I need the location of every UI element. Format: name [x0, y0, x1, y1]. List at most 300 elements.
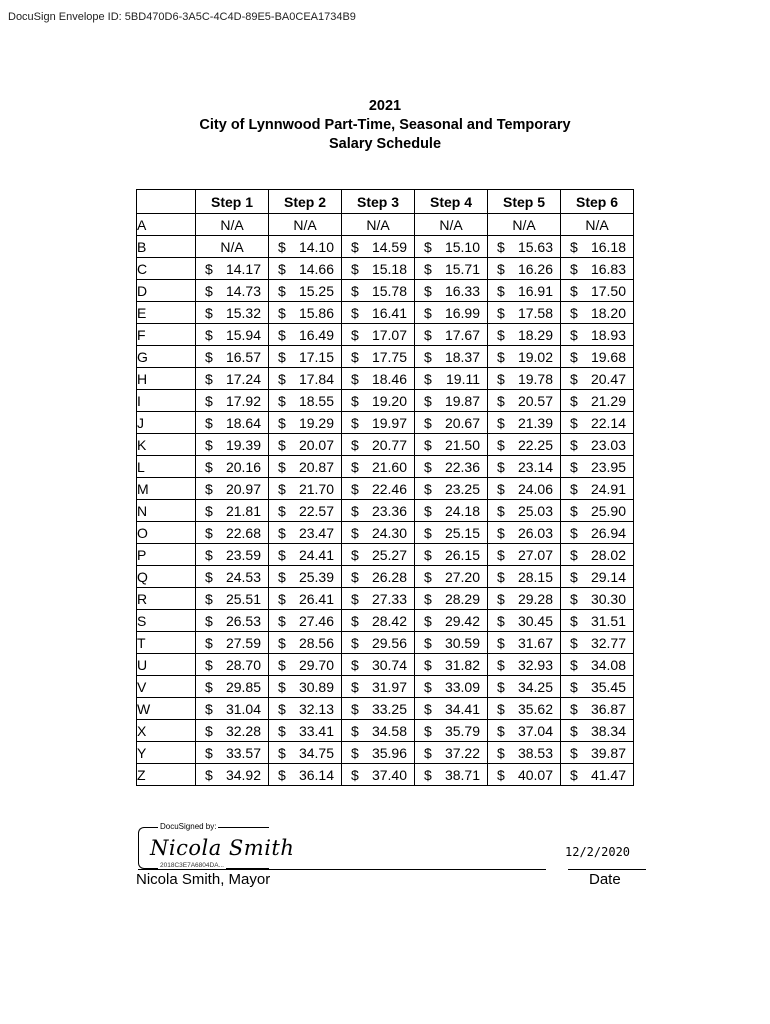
salary-cell	[269, 478, 342, 500]
salary-cell	[269, 720, 342, 742]
salary-amount: 33.41	[298, 723, 334, 739]
date-line	[568, 869, 646, 870]
salary-cell	[561, 324, 634, 346]
currency-symbol: $	[424, 525, 432, 541]
currency-symbol: $	[424, 569, 432, 585]
grade-cell: I	[137, 390, 196, 412]
salary-amount: 33.09	[444, 679, 480, 695]
table-row	[137, 566, 634, 588]
salary-cell	[342, 368, 415, 390]
currency-symbol: $	[497, 503, 505, 519]
salary-cell	[561, 676, 634, 698]
salary-cell	[561, 456, 634, 478]
currency-symbol: $	[497, 723, 505, 739]
salary-cell	[488, 390, 561, 412]
salary-cell	[415, 588, 488, 610]
grade-cell: V	[137, 676, 196, 698]
salary-cell	[561, 390, 634, 412]
salary-amount: 22.68	[225, 525, 261, 541]
currency-symbol: $	[351, 547, 359, 563]
salary-cell	[269, 764, 342, 786]
salary-amount: 19.02	[517, 349, 553, 365]
grade-cell: T	[137, 632, 196, 654]
salary-cell	[196, 434, 269, 456]
salary-amount: 15.25	[298, 283, 334, 299]
salary-amount: 36.87	[590, 701, 626, 717]
salary-cell	[196, 654, 269, 676]
currency-symbol: $	[278, 481, 286, 497]
salary-amount: 16.57	[225, 349, 261, 365]
currency-symbol: $	[424, 437, 432, 453]
salary-amount: 29.56	[371, 635, 407, 651]
heading-subtitle: Salary Schedule	[328, 136, 442, 152]
salary-cell	[196, 390, 269, 412]
salary-cell	[342, 478, 415, 500]
currency-symbol: $	[205, 327, 213, 343]
salary-cell	[488, 544, 561, 566]
salary-amount: 27.33	[371, 591, 407, 607]
salary-amount: 22.57	[298, 503, 334, 519]
currency-symbol: $	[205, 547, 213, 563]
salary-amount: 18.64	[225, 415, 261, 431]
currency-symbol: $	[570, 261, 578, 277]
table-row	[137, 412, 634, 434]
salary-amount: 41.47	[590, 767, 626, 783]
grade-cell: N	[137, 500, 196, 522]
currency-symbol: $	[424, 393, 432, 409]
salary-amount: 26.28	[371, 569, 407, 585]
currency-symbol: $	[205, 459, 213, 475]
salary-cell	[488, 676, 561, 698]
table-row	[137, 258, 634, 280]
salary-amount: 25.27	[371, 547, 407, 563]
salary-amount: 17.75	[371, 349, 407, 365]
table-row	[137, 588, 634, 610]
currency-symbol: $	[278, 283, 286, 299]
salary-amount: 40.07	[517, 767, 553, 783]
table-row	[137, 500, 634, 522]
salary-cell	[488, 764, 561, 786]
table-row	[137, 676, 634, 698]
salary-amount: 20.16	[225, 459, 261, 475]
currency-symbol: $	[351, 327, 359, 343]
currency-symbol: $	[205, 481, 213, 497]
currency-symbol: $	[205, 261, 213, 277]
salary-cell	[415, 742, 488, 764]
currency-symbol: $	[351, 525, 359, 541]
salary-cell	[196, 632, 269, 654]
salary-cell	[196, 676, 269, 698]
salary-amount: 16.26	[517, 261, 553, 277]
salary-amount: 19.97	[371, 415, 407, 431]
salary-amount: 30.30	[590, 591, 626, 607]
salary-amount: 15.63	[517, 239, 553, 255]
salary-amount: 23.25	[444, 481, 480, 497]
salary-amount: 27.07	[517, 547, 553, 563]
currency-symbol: $	[278, 547, 286, 563]
salary-cell	[415, 544, 488, 566]
currency-symbol: $	[351, 437, 359, 453]
salary-amount: 28.29	[444, 591, 480, 607]
salary-cell	[342, 654, 415, 676]
grade-cell: E	[137, 302, 196, 324]
currency-symbol: $	[570, 239, 578, 255]
salary-cell	[196, 720, 269, 742]
salary-amount: 15.18	[371, 261, 407, 277]
table-row	[137, 302, 634, 324]
salary-cell	[561, 412, 634, 434]
salary-cell	[342, 698, 415, 720]
salary-amount: 19.11	[446, 371, 480, 387]
salary-amount: 30.59	[444, 635, 480, 651]
salary-amount: 14.17	[225, 261, 261, 277]
currency-symbol: $	[205, 701, 213, 717]
currency-symbol: $	[205, 525, 213, 541]
salary-amount: 24.41	[298, 547, 334, 563]
salary-cell	[488, 324, 561, 346]
currency-symbol: $	[278, 525, 286, 541]
salary-cell	[561, 434, 634, 456]
currency-symbol: $	[351, 481, 359, 497]
header-step-6: Step 6	[561, 190, 634, 214]
currency-symbol: $	[205, 371, 213, 387]
currency-symbol: $	[570, 437, 578, 453]
header-grade	[137, 190, 196, 214]
salary-cell	[415, 478, 488, 500]
na-cell: N/A	[196, 214, 269, 236]
currency-symbol: $	[351, 261, 359, 277]
salary-cell	[269, 500, 342, 522]
salary-amount: 29.14	[590, 569, 626, 585]
salary-amount: 15.94	[225, 327, 261, 343]
grade-cell: C	[137, 258, 196, 280]
salary-amount: 18.29	[517, 327, 553, 343]
salary-amount: 24.91	[590, 481, 626, 497]
currency-symbol: $	[278, 305, 286, 321]
salary-cell	[342, 346, 415, 368]
salary-cell	[415, 676, 488, 698]
currency-symbol: $	[424, 591, 432, 607]
salary-cell	[269, 280, 342, 302]
currency-symbol: $	[278, 349, 286, 365]
currency-symbol: $	[570, 481, 578, 497]
salary-cell	[561, 566, 634, 588]
salary-amount: 23.47	[298, 525, 334, 541]
currency-symbol: $	[351, 591, 359, 607]
salary-cell	[196, 522, 269, 544]
docusigned-label: DocuSigned by:	[160, 822, 217, 831]
currency-symbol: $	[497, 261, 505, 277]
currency-symbol: $	[278, 371, 286, 387]
salary-amount: 35.79	[444, 723, 480, 739]
salary-amount: 28.02	[590, 547, 626, 563]
heading-year: 2021	[368, 98, 402, 114]
currency-symbol: $	[424, 701, 432, 717]
currency-symbol: $	[205, 767, 213, 783]
currency-symbol: $	[497, 239, 505, 255]
salary-amount: 34.08	[590, 657, 626, 673]
currency-symbol: $	[424, 745, 432, 761]
salary-amount: 21.39	[517, 415, 553, 431]
currency-symbol: $	[278, 459, 286, 475]
salary-amount: 33.57	[225, 745, 261, 761]
currency-symbol: $	[278, 767, 286, 783]
currency-symbol: $	[351, 767, 359, 783]
table-row	[137, 236, 634, 258]
grade-cell: S	[137, 610, 196, 632]
currency-symbol: $	[205, 393, 213, 409]
currency-symbol: $	[351, 679, 359, 695]
salary-cell	[269, 742, 342, 764]
signer-name: Nicola Smith, Mayor	[136, 871, 271, 888]
salary-cell	[488, 632, 561, 654]
grade-cell: H	[137, 368, 196, 390]
currency-symbol: $	[205, 657, 213, 673]
salary-cell	[415, 456, 488, 478]
table-row	[137, 280, 634, 302]
table-row	[137, 214, 634, 236]
salary-amount: 20.57	[517, 393, 553, 409]
salary-amount: 28.42	[371, 613, 407, 629]
header-step-5: Step 5	[488, 190, 561, 214]
salary-cell	[561, 236, 634, 258]
salary-amount: 32.93	[517, 657, 553, 673]
currency-symbol: $	[205, 613, 213, 629]
salary-amount: 34.25	[517, 679, 553, 695]
currency-symbol: $	[497, 305, 505, 321]
salary-amount: 26.03	[517, 525, 553, 541]
salary-amount: 31.97	[371, 679, 407, 695]
salary-amount: 24.53	[225, 569, 261, 585]
salary-cell	[415, 434, 488, 456]
table-header-row	[137, 190, 634, 214]
na-cell: N/A	[488, 214, 561, 236]
salary-cell	[415, 764, 488, 786]
salary-amount: 28.70	[225, 657, 261, 673]
currency-symbol: $	[497, 393, 505, 409]
salary-cell	[269, 522, 342, 544]
currency-symbol: $	[351, 723, 359, 739]
currency-symbol: $	[570, 613, 578, 629]
salary-amount: 32.77	[590, 635, 626, 651]
salary-cell	[196, 478, 269, 500]
salary-cell	[488, 742, 561, 764]
salary-cell	[269, 456, 342, 478]
salary-cell	[269, 610, 342, 632]
salary-cell	[342, 302, 415, 324]
salary-amount: 26.15	[444, 547, 480, 563]
salary-cell	[196, 500, 269, 522]
currency-symbol: $	[570, 547, 578, 563]
salary-amount: 16.18	[590, 239, 626, 255]
salary-cell	[415, 412, 488, 434]
header-step-4: Step 4	[415, 190, 488, 214]
salary-cell	[269, 324, 342, 346]
currency-symbol: $	[205, 305, 213, 321]
salary-cell	[488, 522, 561, 544]
salary-amount: 26.94	[590, 525, 626, 541]
grade-cell: L	[137, 456, 196, 478]
salary-amount: 20.07	[298, 437, 334, 453]
currency-symbol: $	[424, 679, 432, 695]
currency-symbol: $	[497, 283, 505, 299]
salary-amount: 14.59	[371, 239, 407, 255]
salary-cell	[561, 632, 634, 654]
currency-symbol: $	[351, 503, 359, 519]
date-label: Date	[589, 871, 621, 888]
document-heading	[0, 97, 770, 154]
salary-amount: 24.30	[371, 525, 407, 541]
salary-cell	[196, 588, 269, 610]
salary-cell	[196, 566, 269, 588]
currency-symbol: $	[570, 349, 578, 365]
salary-cell	[342, 522, 415, 544]
salary-cell	[269, 698, 342, 720]
salary-cell	[196, 302, 269, 324]
currency-symbol: $	[497, 591, 505, 607]
salary-cell	[196, 742, 269, 764]
salary-cell	[269, 544, 342, 566]
salary-cell	[196, 280, 269, 302]
currency-symbol: $	[497, 327, 505, 343]
salary-cell	[342, 390, 415, 412]
currency-symbol: $	[205, 591, 213, 607]
currency-symbol: $	[424, 459, 432, 475]
salary-amount: 17.50	[590, 283, 626, 299]
salary-cell	[342, 764, 415, 786]
heading-title: City of Lynnwood Part-Time, Seasonal and Temporary	[199, 117, 571, 133]
grade-cell: X	[137, 720, 196, 742]
salary-cell	[488, 280, 561, 302]
salary-cell	[488, 346, 561, 368]
salary-cell	[196, 368, 269, 390]
table-row	[137, 324, 634, 346]
salary-amount: 33.25	[371, 701, 407, 717]
salary-amount: 20.47	[590, 371, 626, 387]
na-cell: N/A	[342, 214, 415, 236]
table-row	[137, 544, 634, 566]
salary-amount: 30.89	[298, 679, 334, 695]
salary-amount: 15.71	[444, 261, 480, 277]
table-row	[137, 764, 634, 786]
table-row	[137, 346, 634, 368]
currency-symbol: $	[278, 239, 286, 255]
currency-symbol: $	[497, 415, 505, 431]
salary-cell	[269, 346, 342, 368]
salary-amount: 22.46	[371, 481, 407, 497]
salary-cell	[342, 456, 415, 478]
currency-symbol: $	[424, 415, 432, 431]
salary-cell	[342, 632, 415, 654]
salary-amount: 37.22	[444, 745, 480, 761]
salary-amount: 34.41	[444, 701, 480, 717]
salary-amount: 29.85	[225, 679, 261, 695]
salary-amount: 39.87	[590, 745, 626, 761]
salary-cell	[561, 742, 634, 764]
na-cell: N/A	[196, 236, 269, 258]
grade-cell: R	[137, 588, 196, 610]
salary-cell	[415, 566, 488, 588]
salary-amount: 22.36	[444, 459, 480, 475]
table-row	[137, 390, 634, 412]
salary-amount: 24.18	[444, 503, 480, 519]
salary-cell	[342, 720, 415, 742]
salary-amount: 35.45	[590, 679, 626, 695]
currency-symbol: $	[278, 437, 286, 453]
grade-cell: A	[137, 214, 196, 236]
salary-amount: 18.55	[298, 393, 334, 409]
salary-amount: 31.82	[444, 657, 480, 673]
salary-amount: 14.66	[298, 261, 334, 277]
salary-amount: 23.59	[225, 547, 261, 563]
salary-cell	[561, 764, 634, 786]
currency-symbol: $	[497, 701, 505, 717]
salary-cell	[269, 676, 342, 698]
currency-symbol: $	[351, 415, 359, 431]
salary-cell	[415, 522, 488, 544]
na-cell: N/A	[269, 214, 342, 236]
currency-symbol: $	[205, 569, 213, 585]
salary-amount: 35.62	[517, 701, 553, 717]
salary-cell	[488, 588, 561, 610]
currency-symbol: $	[424, 723, 432, 739]
currency-symbol: $	[351, 349, 359, 365]
currency-symbol: $	[424, 657, 432, 673]
salary-cell	[269, 566, 342, 588]
salary-amount: 23.14	[517, 459, 553, 475]
grade-cell: U	[137, 654, 196, 676]
currency-symbol: $	[570, 459, 578, 475]
currency-symbol: $	[351, 371, 359, 387]
salary-cell	[488, 456, 561, 478]
salary-cell	[196, 412, 269, 434]
salary-amount: 14.10	[298, 239, 334, 255]
currency-symbol: $	[424, 283, 432, 299]
currency-symbol: $	[570, 525, 578, 541]
signature-image: Nicola Smith	[150, 836, 295, 860]
salary-cell	[269, 654, 342, 676]
header-step-2: Step 2	[269, 190, 342, 214]
salary-amount: 29.28	[517, 591, 553, 607]
currency-symbol: $	[351, 569, 359, 585]
signature-line	[138, 869, 546, 870]
salary-amount: 17.67	[444, 327, 480, 343]
salary-cell	[269, 434, 342, 456]
currency-symbol: $	[205, 349, 213, 365]
salary-cell	[269, 302, 342, 324]
currency-symbol: $	[570, 327, 578, 343]
salary-amount: 22.25	[517, 437, 553, 453]
salary-cell	[342, 742, 415, 764]
currency-symbol: $	[497, 371, 505, 387]
salary-amount: 17.58	[517, 305, 553, 321]
currency-symbol: $	[570, 679, 578, 695]
salary-cell	[561, 522, 634, 544]
currency-symbol: $	[424, 239, 432, 255]
grade-cell: P	[137, 544, 196, 566]
salary-cell	[488, 610, 561, 632]
salary-amount: 18.37	[444, 349, 480, 365]
currency-symbol: $	[424, 547, 432, 563]
header-step-1: Step 1	[196, 190, 269, 214]
salary-amount: 17.92	[225, 393, 261, 409]
currency-symbol: $	[570, 701, 578, 717]
salary-amount: 34.92	[225, 767, 261, 783]
salary-cell	[342, 324, 415, 346]
salary-amount: 29.70	[298, 657, 334, 673]
currency-symbol: $	[570, 371, 578, 387]
currency-symbol: $	[205, 437, 213, 453]
